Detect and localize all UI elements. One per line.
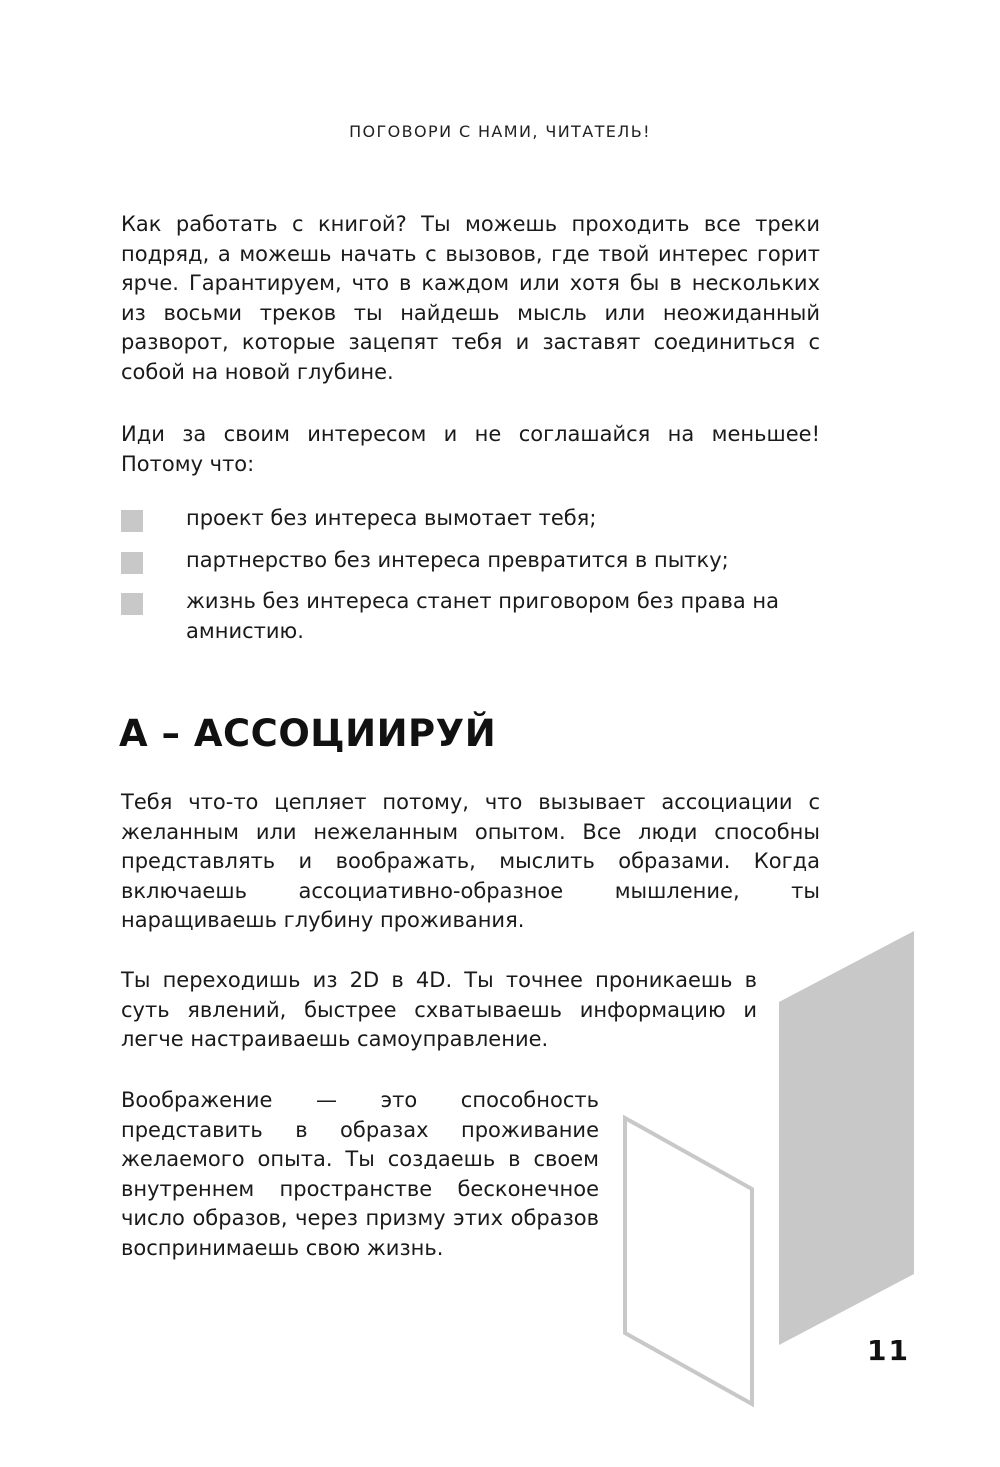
page-number: 11 [867,1334,910,1367]
paragraph-follow-interest: Иди за своим интересом и не соглашайся на меньшее! Потому что: [121,422,820,476]
gray-parallelogram-decor [779,931,914,1345]
paragraph-2d-4d: Ты переходишь из 2D в 4D. Ты точнее проникаешь в суть явлений, быстрее схватываешь информацию и легче настраиваешь самоуправление. [121,968,757,1052]
section-heading: А – АССОЦИИРУЙ [119,712,497,755]
bullet-text: жизнь без интереса станет приговором без права на амнистию. [186,589,779,643]
bullet-text: проект без интереса вымотает тебя; [186,506,597,530]
paragraph-imagination: Воображение — это способность представить в образах проживание желаемого опыта. Ты создаешь в своем внутреннем пространстве бесконечное число образов, через призму этих образов воспринимаешь свою жизнь. [121,1088,599,1260]
paragraph-associations: Тебя что-то цепляет потому, что вызывает ассоциации с желанным или нежеланным опытом. Все люди способны представлять и воображать, мыслить образами. Когда включаешь ассоциативно-образное мышление, ты наращиваешь глубину проживания. [121,790,820,933]
bullet-text: партнерство без интереса превратится в пытку; [186,547,729,572]
paragraph-intro: Как работать с книгой? Ты можешь проходить все треки подряд, а можешь начать с вызовов, где твой интерес горит ярче. Гарантируем, что в каждом или хотя бы в нескольких из восьми треков ты найдешь мысль или неожиданный разворот, которые зацепят тебя и заставят соединиться с собой на новой глубине. [121,212,820,384]
running-head: ПОГОВОРИ С НАМИ, ЧИТАТЕЛЬ! [349,122,651,141]
outline-parallelogram-decor [625,1118,752,1404]
